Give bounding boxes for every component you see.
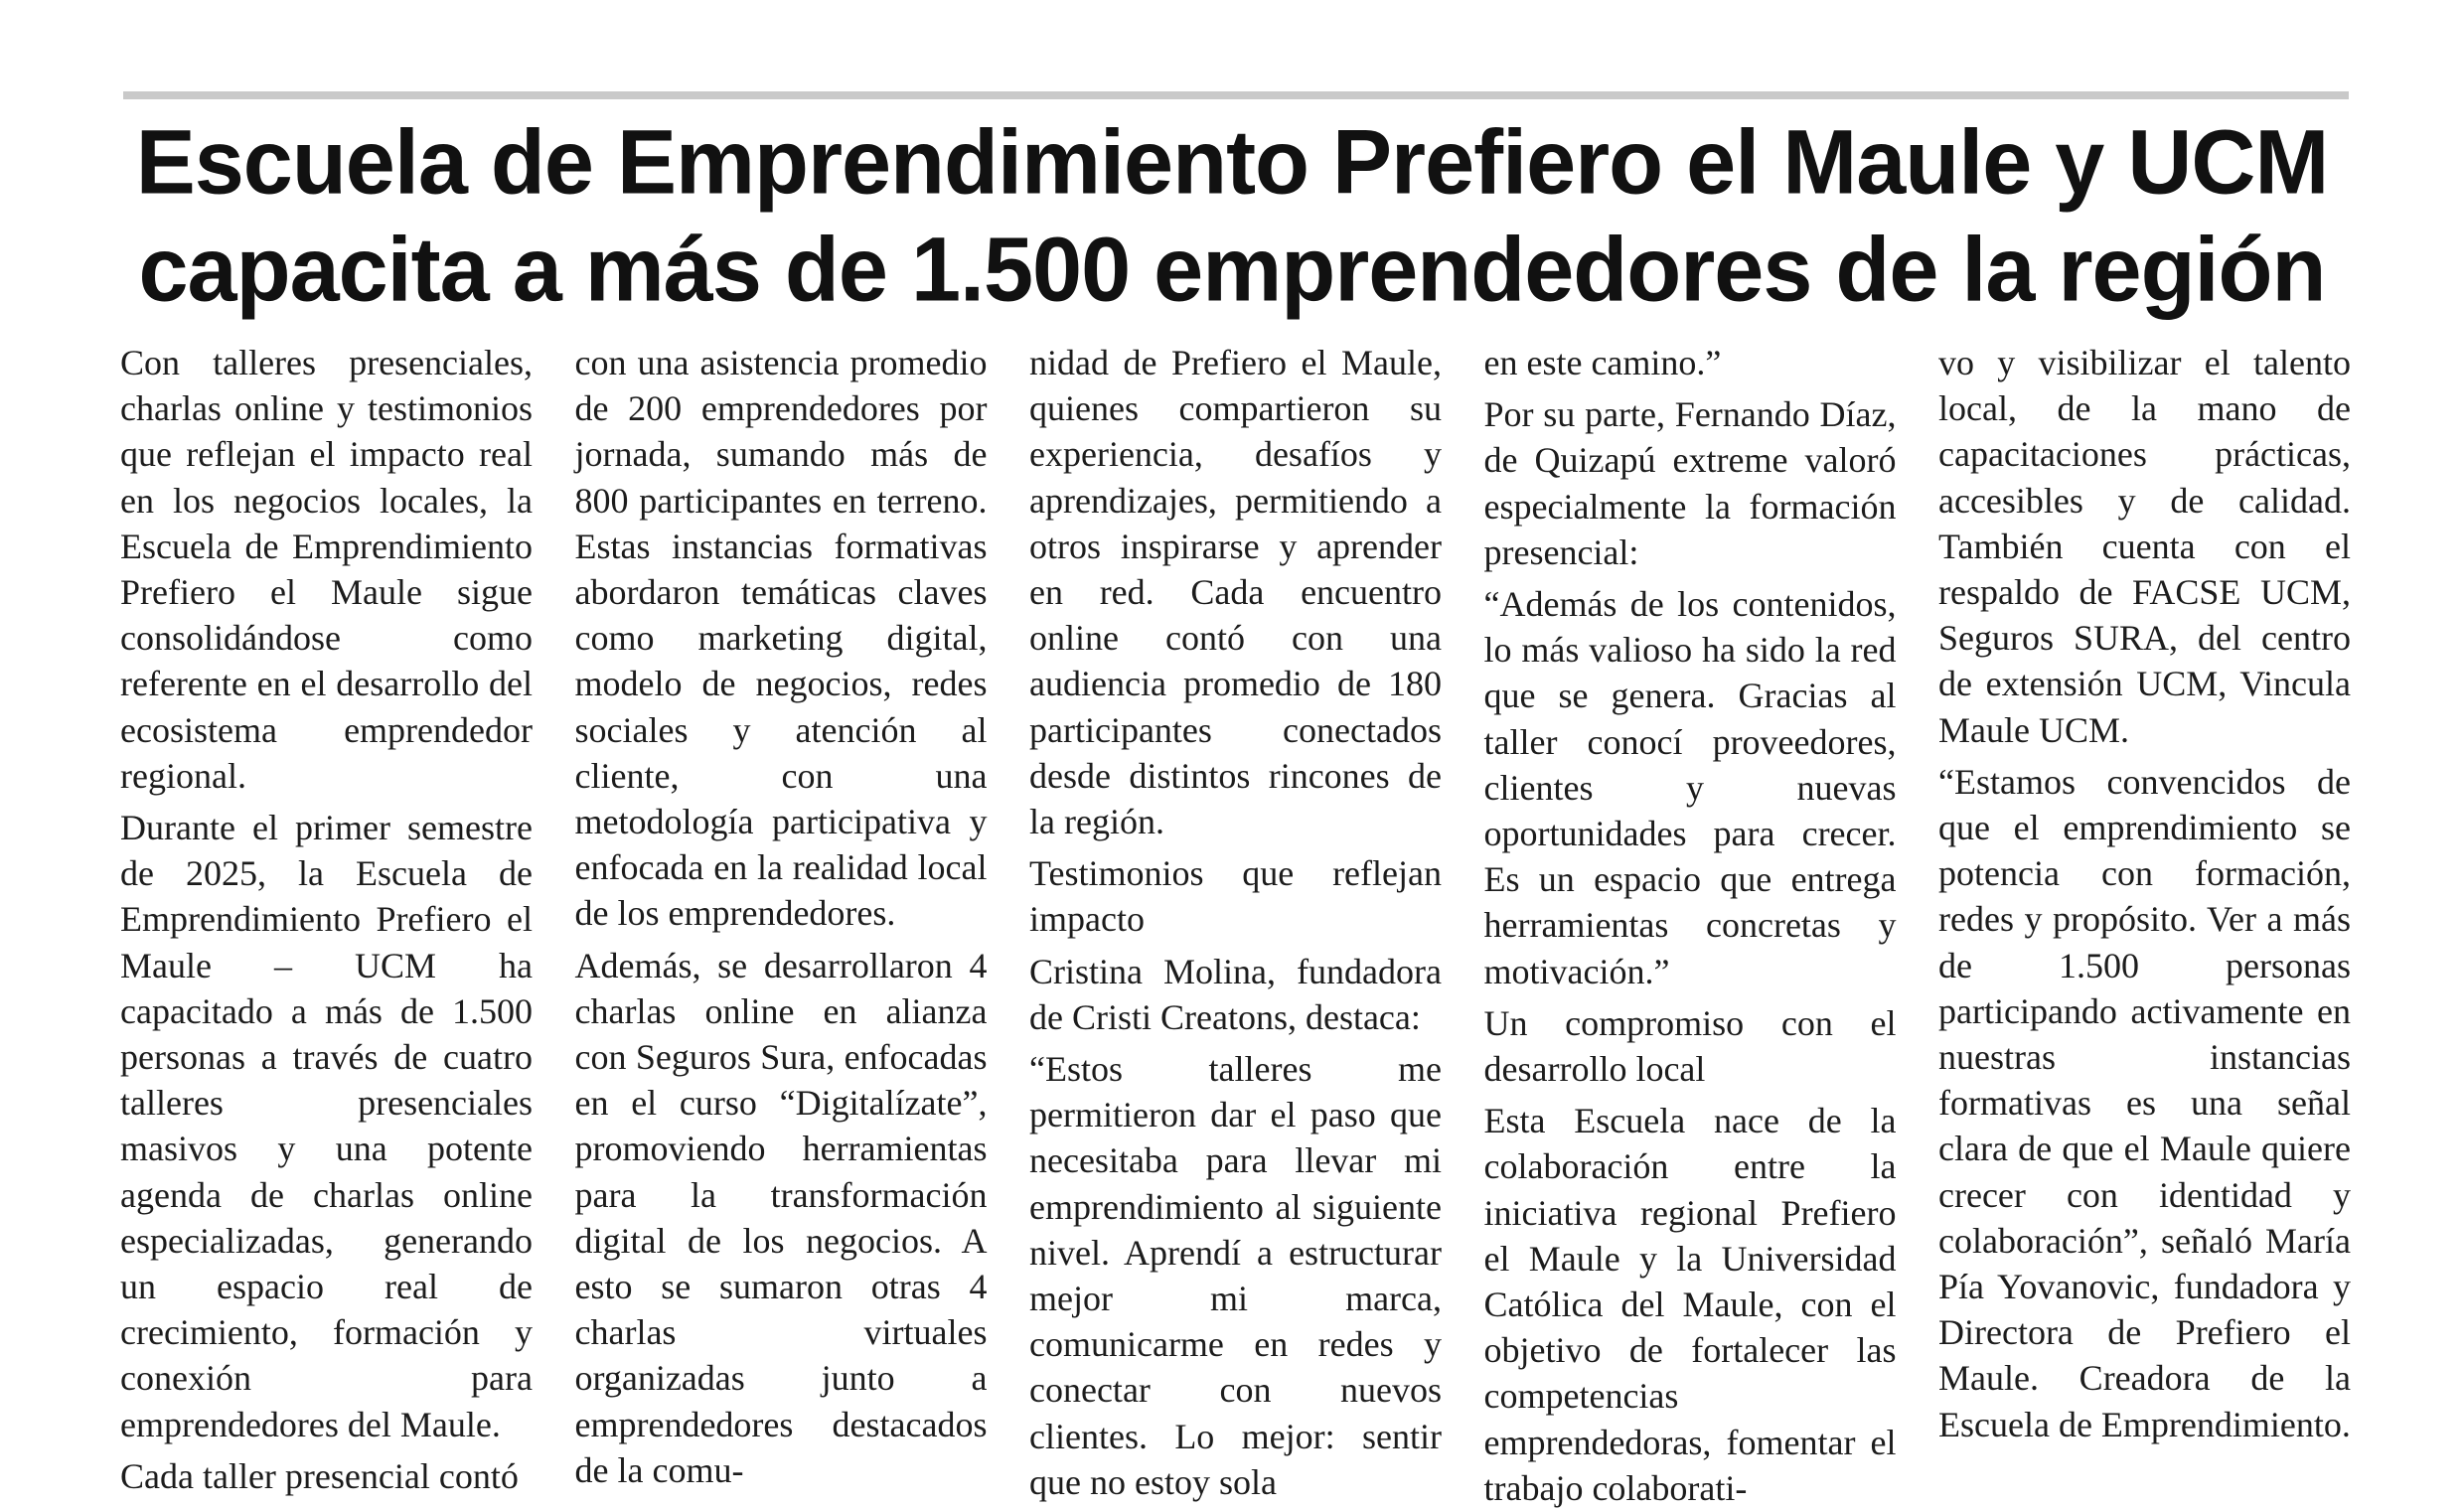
paragraph: Esta Escuela nace de la colaboración entre la iniciativa regional Prefiero el Maule y la Universidad Católica del Maule, con el objetivo de fortalecer las competencias emprendedoras, fomentar el trabajo colaborati-	[1483, 1101, 1897, 1508]
column-5	[1938, 340, 2351, 1444]
headline-line-2: capacita a más de 1.500 emprendedores de la región	[138, 220, 2326, 322]
top-rule	[123, 91, 2349, 99]
paragraph: Además, se desarrollaron 4 charlas online en alianza con Seguros Sura, enfocadas en el curso “Digitalízate”, promoviendo herramientas para la transformación digital de los negocios. A esto se sumaron otras 4 charlas virtuales organizadas junto a emprendedores destacados de la comu-	[574, 945, 988, 1490]
paragraph: nidad de Prefiero el Maule, quienes compartieron su experiencia, desafíos y aprendizajes, permitiendo a otros inspirarse y aprender en red. Cada encuentro online contó con una audiencia promedio de 180 participantes conectados desde distintos rincones de la región.	[1029, 343, 1442, 842]
paragraph: Con talleres presenciales, charlas online y testimonios que reflejan el impacto real en los negocios locales, la Escuela de Emprendimiento Prefiero el Maule sigue consolidándose como referente en el desarrollo del ecosistema emprendedor regional.	[120, 343, 533, 796]
paragraph: Por su parte, Fernando Díaz, de Quizapú extreme valoró especialmente la formación presencial:	[1483, 394, 1897, 572]
column-2	[574, 340, 988, 1490]
paragraph: en este camino.”	[1483, 343, 1722, 382]
column-1	[120, 340, 533, 1496]
quote: “Estos talleres me permitieron dar el paso que necesitaba para llevar mi emprendimiento al siguiente nivel. Aprendí a estructurar mejor mi marca, comunicarme en redes y conectar con nuevos clientes. Lo mejor: sentir que no estoy sola	[1029, 1049, 1442, 1502]
subheading: Testimonios que reflejan impacto	[1029, 853, 1442, 940]
article-body	[120, 340, 2351, 1508]
quote: “Además de los contenidos, lo más valioso ha sido la red que se genera. Gracias al taller conocí proveedores, clientes y nuevas oportunidades para crecer. Es un espacio que entrega herramientas concretas y motivación.”	[1483, 584, 1897, 991]
paragraph: Cristina Molina, fundadora de Cristi Creatons, destaca:	[1029, 951, 1442, 1037]
paragraph: Cada taller presencial contó	[120, 1455, 519, 1496]
quote: “Estamos convencidos de que el emprendimiento se potencia con formación, redes y propósito. Ver a más de 1.500 personas participando activamente en nuestras instancias formativas es una señal clara de que el Maule quiere crecer con identidad y colaboración”, señaló María Pía Yovanovic, fundadora y Directora de Prefiero el Maule. Creadora de la Escuela de Emprendimiento.	[1938, 761, 2351, 1444]
paragraph: Durante el primer semestre de 2025, la Escuela de Emprendimiento Prefiero el Maule – UCM ha capacitado a más de 1.500 personas a través de cuatro talleres presenciales masivos y una potente agenda de charlas online especializadas, generando un espacio real de crecimiento, formación y conexión para emprendedores del Maule.	[120, 808, 533, 1444]
column-3	[1029, 340, 1442, 1502]
headline	[99, 109, 2365, 324]
headline-line-1: Escuela de Emprendimiento Prefiero el Maule y UCM	[135, 111, 2329, 214]
paragraph: con una asistencia promedio de 200 emprendedores por jornada, sumando más de 800 participantes en terreno. Estas instancias formativas abordaron temáticas claves como marketing digital, modelo de negocios, redes sociales y atención al cliente, con una metodología participativa y enfocada en la realidad local de los emprendedores.	[574, 343, 988, 934]
paragraph: vo y visibilizar el talento local, de la mano de capacitaciones prácticas, accesibles y de calidad. También cuenta con el respaldo de FACSE UCM, Seguros SURA, del centro de extensión UCM, Vincula Maule UCM.	[1938, 343, 2351, 750]
subheading: Un compromiso con el desarrollo local	[1483, 1002, 1897, 1090]
column-4	[1483, 340, 1897, 1508]
